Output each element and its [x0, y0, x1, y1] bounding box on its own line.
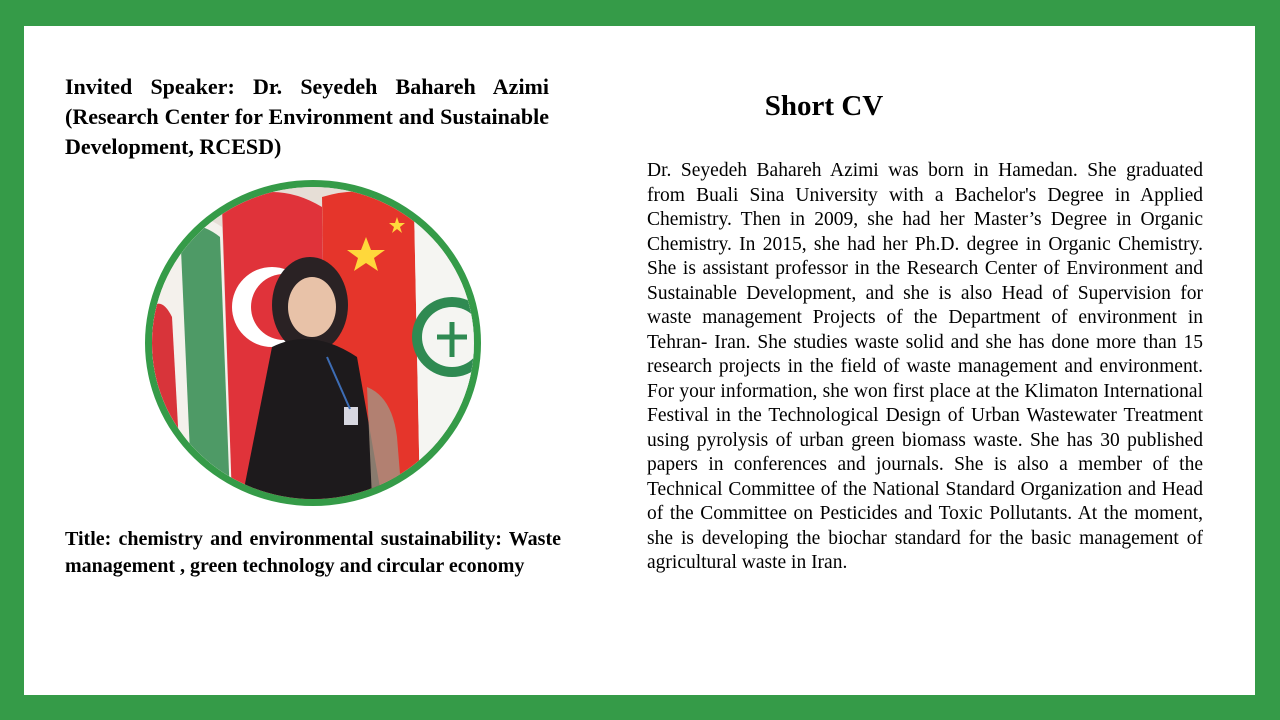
talk-title: Title: chemistry and environmental sustainability: Waste management , green technology and circular economy [65, 528, 561, 577]
slide-canvas [24, 26, 1255, 695]
cv-body: Dr. Seyedeh Bahareh Azimi was born in Hamedan. She graduated from Buali Sina University with a Bachelor's Degree in Applied Chemistry. Then in 2009, she had her Master’s Degree in Organic Chemistry. In 2015, she had her Ph.D. degree in Organic Chemistry. She is assistant professor in the Research Center of Environment and Sustainable Development, and she is also Head of Supervision for waste management Projects of the Department of environment in Tehran- Iran. She studies waste solid and she has done more than 15 research projects in the field of waste management and environment. For your information, she won first place at the Klimaton International Festival in the Technological Design of Urban Wastewater Treatment using pyrolysis of urban green biomass waste. She has 30 published papers in conferences and journals. She is also a member of the Technical Committee of the National Standard Organization and Head of the Committee on Pesticides and Toxic Pollutants. At the moment, she is developing the biochar standard for the basic management of agricultural waste in Iran. [647, 160, 1203, 573]
speaker-heading: Invited Speaker: Dr. Seyedeh Bahareh Azimi (Research Center for Environment and Sustainable Development, RCESD) [65, 74, 549, 159]
cv-heading: Short CV [764, 90, 884, 122]
speaker-photo-illustration [152, 187, 474, 499]
speaker-photo [145, 180, 481, 506]
